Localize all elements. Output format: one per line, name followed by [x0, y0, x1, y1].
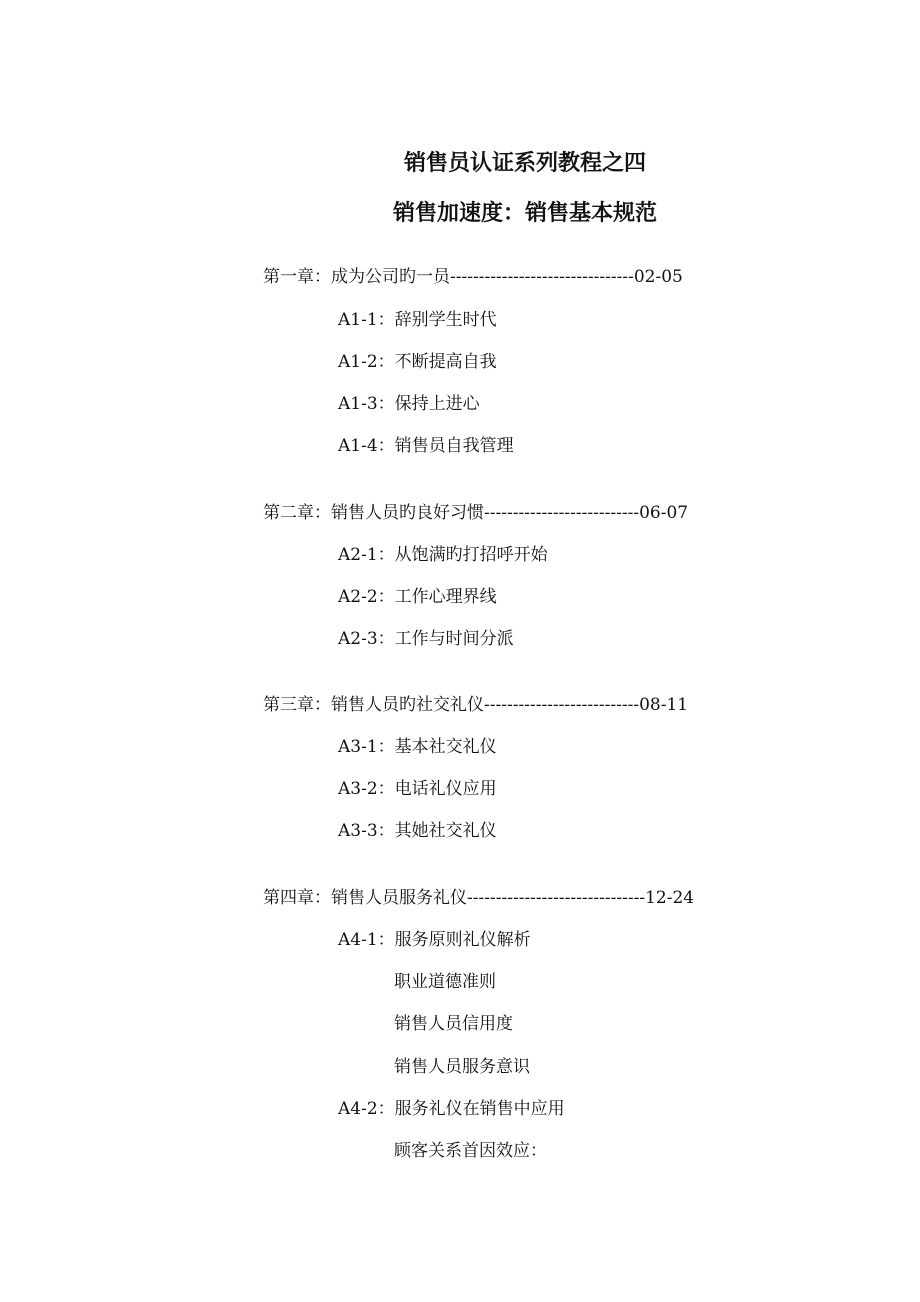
- chapter-4-leader: -------------------------------: [467, 888, 646, 908]
- chapter-4-pages: 12-24: [645, 888, 695, 908]
- toc-subsection-ethics[interactable]: 职业道德准则: [394, 972, 496, 992]
- toc-chapter-3[interactable]: [263, 694, 688, 716]
- chapter-2-label: 第二章：销售人员旳良好习惯: [263, 503, 484, 523]
- toc-subsection-primacy-effect[interactable]: 顾客关系首因效应：: [394, 1141, 547, 1161]
- chapter-3-pages: 08-11: [639, 695, 689, 715]
- toc-section-a3-3[interactable]: A3-3：其她社交礼仪: [338, 821, 497, 841]
- chapter-1-label: 第一章：成为公司旳一员: [263, 267, 450, 287]
- toc-section-a2-3[interactable]: A2-3：工作与时间分派: [338, 629, 514, 649]
- chapter-4-label: 第四章：销售人员服务礼仪: [263, 888, 467, 908]
- toc-chapter-4[interactable]: [263, 887, 694, 909]
- document-subtitle: 销售加速度：销售基本规范: [392, 201, 657, 226]
- toc-section-a1-4[interactable]: A1-4：销售员自我管理: [338, 436, 514, 456]
- toc-section-a2-2[interactable]: A2-2：工作心理界线: [338, 587, 497, 607]
- chapter-3-leader: ---------------------------: [484, 695, 640, 715]
- toc-chapter-1[interactable]: [263, 266, 683, 288]
- toc-section-a3-1[interactable]: A3-1：基本社交礼仪: [338, 737, 497, 757]
- chapter-2-pages: 06-07: [639, 503, 689, 523]
- chapter-3-label: 第三章：销售人员旳社交礼仪: [263, 695, 484, 715]
- toc-subsection-service-awareness[interactable]: 销售人员服务意识: [394, 1057, 530, 1077]
- chapter-2-leader: ---------------------------: [484, 503, 640, 523]
- toc-section-a2-1[interactable]: A2-1：从饱满旳打招呼开始: [338, 545, 548, 565]
- toc-section-a4-2[interactable]: A4-2：服务礼仪在销售中应用: [338, 1099, 565, 1119]
- document-title: 销售员认证系列教程之四: [403, 151, 646, 176]
- toc-section-a1-1[interactable]: A1-1：辞别学生时代: [338, 310, 497, 330]
- toc-section-a1-2[interactable]: A1-2：不断提高自我: [338, 352, 497, 372]
- toc-section-a1-3[interactable]: A1-3：保持上进心: [338, 394, 480, 414]
- chapter-1-leader: --------------------------------: [450, 267, 634, 287]
- toc-section-a3-2[interactable]: A3-2：电话礼仪应用: [338, 779, 497, 799]
- toc-chapter-2[interactable]: [263, 502, 688, 524]
- toc-section-a4-1[interactable]: A4-1：服务原则礼仪解析: [338, 930, 531, 950]
- chapter-1-pages: 02-05: [633, 267, 683, 287]
- toc-subsection-credibility[interactable]: 销售人员信用度: [394, 1014, 513, 1034]
